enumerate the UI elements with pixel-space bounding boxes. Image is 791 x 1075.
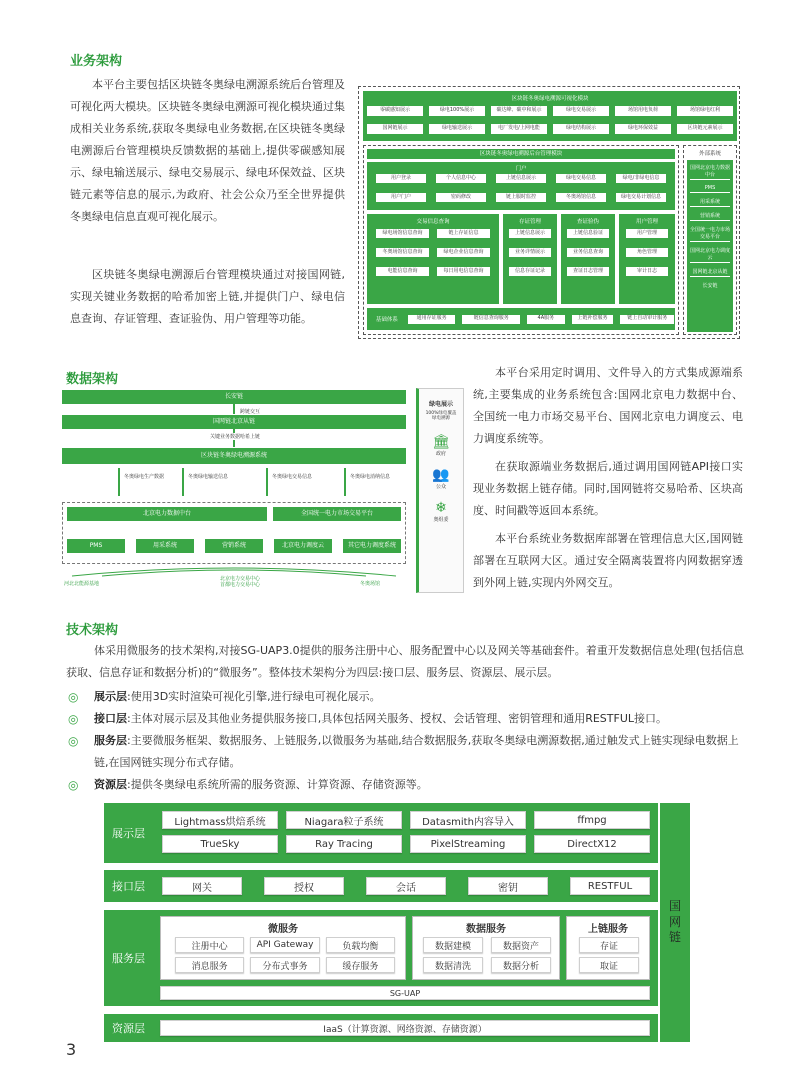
micro-items	[175, 937, 395, 973]
vis-item: 绿电结构展示	[552, 123, 610, 135]
tech-bullet	[66, 686, 744, 708]
data-service-item: 数据建模	[423, 937, 483, 953]
portal-row-1	[375, 173, 667, 184]
display-item: PixelStreaming	[410, 835, 526, 853]
resource-layer-label: 资源层	[112, 1022, 145, 1035]
portal-group	[367, 162, 675, 210]
vis-item: 绿电环保效益	[614, 123, 672, 135]
display-item: Lightmass烘焙系统	[162, 811, 278, 829]
up-arrow	[182, 468, 184, 496]
display-item: ffmpg	[534, 811, 650, 829]
public-icon: 👥	[432, 466, 450, 483]
external-item: 国网北京电力数据中台	[690, 165, 731, 178]
data-title: 数据架构	[66, 372, 119, 387]
business-diagram	[358, 86, 740, 339]
business-paragraph-1: 本平台主要包括区块链冬奥绿电溯源系统后台管理及可视化两大模块。区块链冬奥绿电溯源可视化模块通过集成相关业务系统,获取冬奥绿电业务数据,在区块链冬奥绿电溯源后台管理模块反馈数据的基础上,提供零碳感知展示、绿电输送展示、绿电交易展示、绿电环保效益、区块链元素等信息的展示,为政府、社会公众乃至全世界提供冬奥绿电信息直观可视化展示。	[70, 78, 345, 223]
portal-title: 门户	[515, 166, 527, 172]
bullet-title: 展示层	[94, 690, 127, 703]
external-list	[687, 160, 733, 332]
data-paragraph-1: 本平台采用定时调用、文件导入的方式集成源端系统,主要集成的业务系统包含:国网北京电力数据中台、全国统一电力市场交易平台、国网北京电力调度云、电力调度系统等。	[473, 366, 743, 445]
cross-chain-label: 跨链交互	[240, 409, 261, 415]
green-display-sub: 100%绿电覆盖 绿电溯源	[425, 411, 457, 422]
key-business-label: 关键业务数据哈希上链	[205, 433, 265, 440]
green-display-panel	[416, 388, 464, 593]
display-layer	[104, 803, 658, 863]
interface-item: 会话	[366, 877, 446, 895]
winter-venues: 冬奥场馆	[360, 581, 381, 587]
query-item: 绿电场馆信息查询	[375, 228, 430, 239]
base-title: 基础体系	[375, 317, 398, 323]
portal-item: 密码修改	[435, 192, 487, 203]
tech-bullets	[66, 686, 744, 796]
portal-item: 绿电交易信息	[555, 173, 607, 184]
external-item: 国网北京电力调度云	[690, 248, 731, 261]
display-item: Datasmith内容导入	[410, 811, 526, 829]
query-items	[375, 228, 491, 277]
query-group	[367, 214, 499, 304]
data-service-title: 数据服务	[466, 924, 506, 935]
vis-item: 绿电输送展示	[428, 123, 486, 135]
external-title: 外部系统	[698, 151, 721, 157]
data-service-item: 数据清洗	[423, 957, 483, 973]
micro-title: 微服务	[268, 924, 298, 935]
vis-item: 场馆绿电红利	[676, 105, 734, 117]
resource-layer	[104, 1014, 658, 1042]
interface-item: 授权	[264, 877, 344, 895]
display-item: Niagara粒子系统	[286, 811, 402, 829]
query-item: 冬奥场馆信息查询	[375, 247, 430, 258]
arrow-line	[233, 404, 235, 414]
user-item: 审计日志	[625, 266, 669, 277]
base-item: 链信息查询服务	[461, 314, 521, 325]
arrow-label: 冬奥绿电交易信息	[272, 474, 313, 480]
external-item: PMS	[690, 184, 730, 193]
query-item: 电能信息查询	[375, 266, 430, 277]
arrow-label: 冬奥绿电消纳信息	[350, 474, 391, 480]
micro-item: 消息服务	[175, 957, 244, 973]
trading-center: 北京电力交易中心 首都电力交易中心	[219, 576, 260, 588]
portal-row-2	[375, 192, 667, 203]
interface-item: 密钥	[468, 877, 548, 895]
bullet-title: 接口层	[94, 712, 127, 725]
data-service-item: 数据分析	[491, 957, 551, 973]
interface-item: 网关	[162, 877, 242, 895]
micro-item: API Gateway	[250, 937, 319, 953]
micro-item: 负载均衡	[326, 937, 395, 953]
interface-items	[162, 877, 650, 895]
external-item: 长安链	[702, 283, 718, 289]
portal-item: 用户登录	[375, 173, 427, 184]
verify-items	[566, 228, 610, 277]
vis-row-1	[366, 105, 734, 117]
microservice-box	[160, 916, 406, 980]
portal-item: 上链信息展示	[495, 173, 547, 184]
source-system: PMS	[67, 539, 125, 553]
tech-bullet	[66, 774, 744, 796]
portal-item: 用户门户	[375, 192, 427, 203]
sgcc-chain-column	[660, 803, 690, 1042]
bullet-text: :主要微服务框架、数据服务、上链服务,以微服务为基础,结合数据服务,获取冬奥绿电溯源数据,通过触发式上链实现绿电数据上链,在国网链实现分布式存储。	[94, 734, 739, 769]
tech-paragraph: 体采用微服务的技术架构,对接SG-UAP3.0提供的服务注册中心、服务配置中心以及网关等基础套件。着重开发数据信息处理(包括信息获取、信息存证和数据分析)的“微服务”。整体技术架构分为四层:接口层、服务层、资源层、展示层。	[66, 644, 744, 679]
external-item: 国网链北京从链	[690, 267, 730, 277]
arrow-label: 冬奥绿电生产数据	[124, 474, 165, 480]
tech-title: 技术架构	[66, 623, 119, 638]
hebei-base: 河北北能源基地	[64, 581, 100, 587]
trading-platform: 全国统一电力市场交易平台	[273, 507, 401, 521]
user-title: 用户管理	[635, 219, 658, 225]
display-layer-label: 展示层	[112, 827, 145, 840]
chain-service-item: 存证	[579, 937, 639, 953]
up-arrow	[266, 468, 268, 496]
portal-item: 绿电交易计划信息	[615, 192, 667, 203]
verify-item: 上链信息验证	[566, 228, 610, 239]
portal-item: 个人信息中心	[435, 173, 487, 184]
olympic-label: 奥组委	[433, 516, 449, 523]
tech-bullet	[66, 708, 744, 730]
interface-layer-label: 接口层	[112, 880, 145, 893]
target-icon: ◎	[68, 712, 79, 726]
arrow-label: 冬奥绿电输送信息	[188, 474, 229, 480]
base-item: 链上自动审计服务	[619, 314, 675, 325]
vis-module-title: 区块链冬奥绿电溯源可视化模块	[511, 96, 589, 102]
up-arrow	[344, 468, 346, 496]
data-paragraph-3: 本平台系统业务数据库部署在管理信息大区,国网链部署在互联网大区。通过安全隔离装置将内网数据穿透到外网上链,实现内外网交互。	[473, 532, 743, 589]
data-arrows	[60, 464, 406, 502]
user-item: 角色管理	[625, 247, 669, 258]
data-paragraph-2: 在获取源端业务数据后,通过调用国网链API接口实现业务数据上链存储。同时,国网链将交易哈希、区块高度、时间戳等返回本系统。	[473, 460, 743, 517]
cert-items	[508, 228, 552, 277]
public-label: 公众	[435, 483, 446, 490]
vis-item: 绿电100%展示	[428, 105, 486, 117]
display-items	[162, 811, 650, 853]
base-item: 通用存证服务	[407, 314, 457, 325]
base-item: 上链补偿服务	[571, 314, 615, 325]
user-items	[625, 228, 669, 277]
admin-module	[363, 145, 679, 335]
source-system: 北京电力调度云	[274, 539, 332, 553]
traceability-system: 区块链冬奥绿电溯源系统	[62, 448, 406, 464]
data-service-item: 数据资产	[491, 937, 551, 953]
page-number: 3	[66, 1040, 77, 1059]
source-row	[67, 539, 401, 553]
query-item: 每日用电信息查询	[436, 266, 491, 277]
admin-module-title: 区块链冬奥绿电溯源后台管理模块	[479, 151, 563, 157]
cert-group	[503, 214, 557, 304]
vis-row-2	[366, 123, 734, 135]
query-title: 交易信息查询	[416, 219, 450, 225]
display-item: Ray Tracing	[286, 835, 402, 853]
sgcc-beijing-chain: 国网链北京从链	[62, 415, 406, 429]
chain-service-item: 取证	[579, 957, 639, 973]
external-systems	[683, 145, 737, 335]
user-item: 用户管理	[625, 228, 669, 239]
micro-item: 缓存服务	[326, 957, 395, 973]
sgcc-chain-label: 国 网 链	[668, 899, 681, 945]
service-layer	[104, 910, 658, 1006]
target-icon: ◎	[68, 734, 79, 748]
display-item: DirectX12	[534, 835, 650, 853]
chain-service-items	[579, 937, 639, 973]
source-system: 用采系统	[136, 539, 194, 553]
vis-item: 零碳感知展示	[366, 105, 424, 117]
interface-item: RESTFUL	[570, 877, 650, 895]
vis-item: 电厂发电/上网电能	[490, 123, 548, 135]
vis-item: 碳达峰、碳中和展示	[490, 105, 548, 117]
base-group	[367, 308, 675, 330]
olympic-icon: ❄	[435, 499, 447, 516]
business-title: 业务架构	[70, 54, 123, 69]
vis-module	[363, 91, 737, 141]
source-system: 营销系统	[205, 539, 263, 553]
query-item: 绿电企业信息查询	[436, 247, 491, 258]
cert-title: 存证管理	[518, 219, 541, 225]
verify-group	[561, 214, 615, 304]
target-icon: ◎	[68, 690, 79, 704]
chain-service-box	[566, 916, 650, 980]
admin-title-bar	[367, 149, 675, 159]
data-middle-platform: 北京电力数据中台	[67, 507, 267, 521]
service-layer-label: 服务层	[112, 952, 145, 965]
bullet-title: 资源层	[94, 778, 127, 791]
verify-title: 查证验伪	[576, 219, 599, 225]
query-item: 链上存证信息	[436, 228, 491, 239]
interface-layer	[104, 870, 658, 902]
base-item: 4A服务	[526, 314, 566, 325]
display-item: TrueSky	[162, 835, 278, 853]
data-service-box	[412, 916, 560, 980]
external-item: 用采系统	[690, 197, 730, 207]
cert-item: 信息存证记录	[508, 266, 552, 277]
cert-item: 上链信息展示	[508, 228, 552, 239]
portal-item: 冬奥场馆信息	[555, 192, 607, 203]
cert-item: 业务详情展示	[508, 247, 552, 258]
bullet-text: :使用3D实时渲染可视化引擎,进行绿电可视化展示。	[127, 690, 381, 703]
micro-item: 分布式事务	[250, 957, 319, 973]
tech-bullet	[66, 730, 744, 774]
up-arrow	[118, 468, 120, 496]
business-paragraph-2: 区块链冬奥绿电溯源后台管理模块通过对接国网链,实现关键业务数据的哈希加密上链,并提供门户、绿电信息查询、存证管理、查证验伪、用户管理等功能。	[70, 268, 345, 325]
vis-item: 场馆用电负荷	[614, 105, 672, 117]
external-item: 营销系统	[690, 211, 730, 221]
vis-item: 绿电交易展示	[552, 105, 610, 117]
vis-item: 国网链展示	[366, 123, 424, 135]
vis-item: 区块链元素展示	[676, 123, 734, 135]
chain-service-title: 上链服务	[588, 924, 628, 935]
iaas-bar: IaaS（计算资源、网络资源、存储资源）	[160, 1020, 650, 1036]
government-label: 政府	[435, 450, 446, 457]
micro-item: 注册中心	[175, 937, 244, 953]
data-service-items	[423, 937, 551, 973]
verify-item: 查证日志管理	[566, 266, 610, 277]
bullet-text: :提供冬奥绿电系统所需的服务资源、计算资源、存储资源等。	[127, 778, 428, 791]
bullet-text: :主体对展示层及其他业务提供服务接口,具体包括网关服务、授权、会话管理、密钥管理和通用RESTFUL接口。	[127, 712, 668, 725]
bullet-title: 服务层	[94, 734, 127, 747]
source-system: 其它电力调度系统	[343, 539, 401, 553]
verify-item: 业务信息查询	[566, 247, 610, 258]
user-group	[619, 214, 675, 304]
data-diagram	[60, 388, 408, 593]
source-systems	[62, 502, 406, 564]
external-item: 全国统一电力市场交易平台	[690, 227, 731, 240]
government-icon: 🏛	[432, 433, 450, 450]
sg-uap-bar: SG-UAP	[160, 986, 650, 1000]
target-icon: ◎	[68, 778, 79, 792]
portal-item: 链上服时监控	[495, 192, 547, 203]
green-display-title: 绿电展示	[428, 401, 453, 408]
portal-item: 绿电/非绿电信息	[615, 173, 667, 184]
changan-chain: 长安链	[62, 390, 406, 404]
